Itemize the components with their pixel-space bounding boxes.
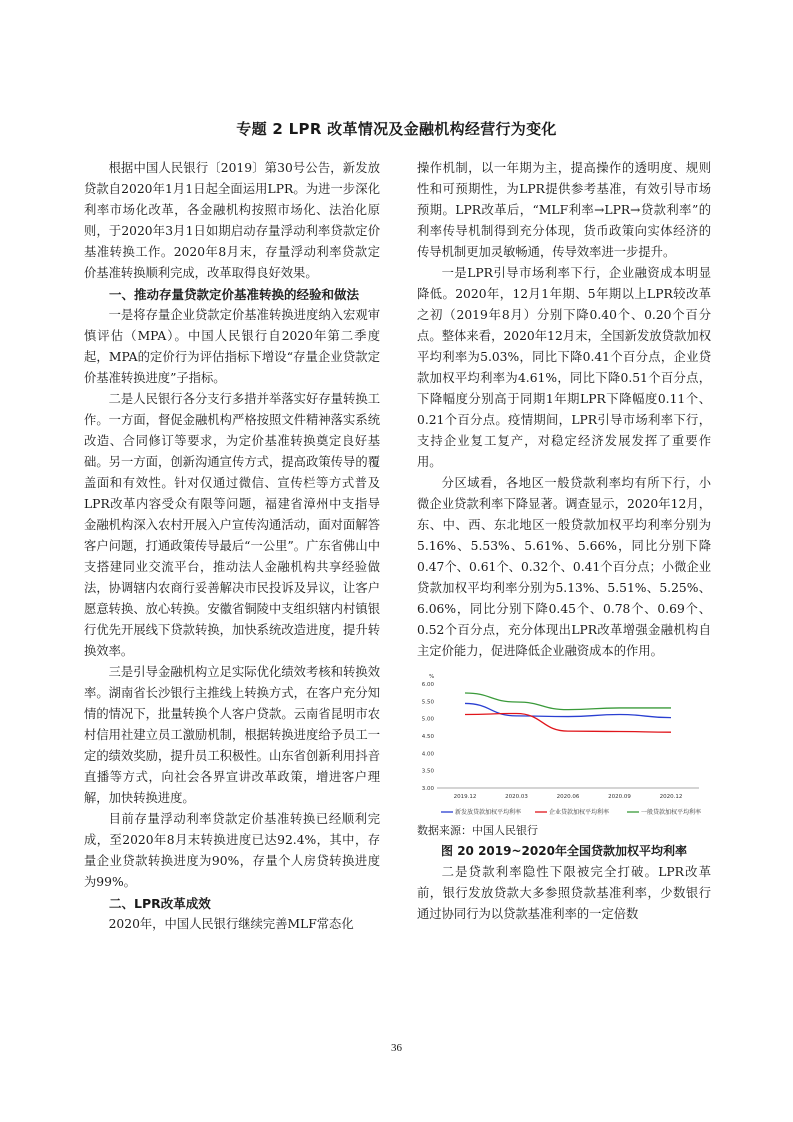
- x-tick-label: 2019.12: [453, 794, 477, 800]
- paragraph: 分区域看，各地区一般贷款利率均有所下行，小微企业贷款利率下降显著。调查显示，2020年12月，东、中、西、东北地区一般贷款加权平均利率分别为5.16%、5.53%、5.61%、5.66%，同比分别下降0.47个、0.61个、0.32个、0.41个百分点；小微企业贷款加权平均利率分别为5.13%、5.51%、5.25%、6.06%，同比分别下降0.45个、0.78个、0.69个、0.52个百分点，充分体现出LPR改革增强金融机构自主定价能力，促进降低企业融资成本的作用。: [417, 476, 711, 658]
- y-tick-label: 6.00: [421, 682, 434, 688]
- legend-label: 一般贷款加权平均利率: [641, 809, 702, 816]
- y-tick-label: 4.50: [421, 734, 434, 740]
- x-tick-label: 2020.06: [556, 794, 580, 800]
- legend-label: 新发放贷款加权平均利率: [455, 809, 522, 816]
- left-column: [84, 158, 380, 935]
- page-title: 专题 2 LPR 改革情况及金融机构经营行为变化: [236, 120, 557, 138]
- paragraph: 二是人民银行各分支行多措并举落实好存量转换工作。一方面，督促金融机构严格按照文件精神落实系统改造、合同修订等要求，为定价基准转换奠定良好基础。另一方面，创新沟通宣传方式，提高政策传导的覆盖面和有效性。针对仅通过微信、宣传栏等方式普及LPR改革内容受众有限等问题，福建省漳州中支指导金融机构深入农村开展入户宣传沟通活动，面对面解答客户问题，打通政策传导最后“一公里”。广东省佛山中支搭建同业交流平台，推动法人金融机构共享经验做法，协调辖内农商行妥善解决市民投诉及异议，让客户愿意转换、放心转换。安徽省铜陵中支组织辖内村镇银行优先开展线下贷款转换，加快系统改造进度，提升转换效率。: [84, 392, 380, 658]
- paragraph: 2020年，中国人民银行继续完善MLF常态化: [108, 917, 354, 931]
- paragraph: 根据中国人民银行〔2019〕第30号公告，新发放贷款自2020年1月1日起全面运用LPR。为进一步深化利率市场化改革，各金融机构按照市场化、法治化原则，于2020年3月1日如期启动存量浮动利率贷款定价基准转换工作。2020年8月末，存量浮动利率贷款定价基准转换顺利完成，改革取得良好效果。: [84, 161, 380, 280]
- figure-caption: 图 20 2019~2020年全国贷款加权平均利率: [441, 844, 687, 858]
- x-tick-label: 2020.12: [659, 794, 683, 800]
- data-source: 数据来源：中国人民银行: [417, 824, 538, 837]
- paragraph: 目前存量浮动利率贷款定价基准转换已经顺利完成，至2020年8月末转换进度已达92.4%，其中，存量企业贷款转换进度为90%，存量个人房贷转换进度为99%。: [84, 812, 380, 889]
- y-tick-label: 4.00: [421, 751, 434, 758]
- series-line: [465, 703, 671, 717]
- paragraph: 三是引导金融机构立足实际优化绩效考核和转换效率。湖南省长沙银行主推线上转换方式，在客户充分知情的情况下，批量转换个人客户贷款。云南省昆明市农村信用社建立员工激励机制，根据转换进度给予员工一定的绩效奖励，提升员工积极性。山东省创新利用抖音直播等方式，向社会各界宣讲改革政策，增进客户理解，加快转换进度。: [84, 665, 380, 805]
- legend-label: 企业贷款加权平均利率: [549, 809, 610, 816]
- paragraph: 一是LPR引导市场利率下行，企业融资成本明显降低。2020年，12月1年期、5年期以上LPR较改革之初（2019年8月）分别下降0.40个、0.20个百分点。整体来看，2020年12月末，全国新发放贷款加权平均利率为5.03%，同比下降0.41个百分点，企业贷款加权平均利率为4.61%，同比下降0.51个百分点，下降幅度分别高于同期1年期LPR下降幅度0.11个、0.21个百分点。疫情期间，LPR引导市场利率下行，支持企业复工复产，对稳定经济发展发挥了重要作用。: [417, 266, 711, 469]
- chart-svg: [417, 670, 711, 820]
- paragraph: 一是将存量企业贷款定价基准转换进度纳入宏观审慎评估（MPA）。中国人民银行自2020年第二季度起，MPA的定价行为评估指标下增设“存量企业贷款定价基准转换进度”子指标。: [84, 308, 380, 385]
- page-number: 36: [391, 1042, 402, 1054]
- y-tick-label: 3.50: [421, 768, 434, 775]
- y-tick-label: 3.00: [421, 786, 434, 792]
- series-line: [465, 693, 671, 710]
- x-tick-label: 2020.09: [608, 794, 631, 800]
- y-tick-label: 5.50: [421, 699, 434, 706]
- y-axis-label: %: [429, 674, 435, 680]
- section-heading: 一、推动存量贷款定价基准转换的经验和做法: [109, 287, 360, 302]
- y-tick-label: 5.00: [421, 716, 434, 723]
- paragraph: 二是贷款利率隐性下限被完全打破。LPR改革前，银行发放贷款大多参照贷款基准利率，少数银行通过协同行为以贷款基准利率的一定倍数: [417, 865, 711, 921]
- section-heading: 二、LPR改革成效: [109, 896, 211, 911]
- x-tick-label: 2020.03: [505, 794, 528, 800]
- rate-line-chart: [417, 670, 711, 820]
- paragraph: 操作机制，以一年期为主，提高操作的透明度、规则性和可预期性，为LPR提供参考基准，有效引导市场预期。LPR改革后，“MLF利率→LPR→贷款利率”的利率传导机制得到充分体现，货币政策向实体经济的传导机制更加灵敏畅通，传导效率进一步提升。: [417, 161, 711, 259]
- right-column: [417, 158, 711, 925]
